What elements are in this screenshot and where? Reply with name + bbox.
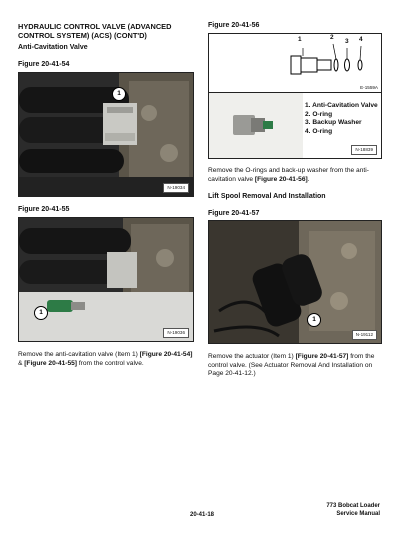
figure-55-callout-1: 1 xyxy=(34,306,48,320)
body-text: & xyxy=(18,359,25,367)
body-text: Remove the anti-cavitation valve (Item 1) xyxy=(18,351,140,358)
body-text: . xyxy=(307,175,310,183)
figure-label-55: Figure 20-41-55 xyxy=(18,206,70,213)
figure-57-callout-1: 1 xyxy=(307,313,321,327)
figure-reference-54: [Figure 20-41-54] xyxy=(139,351,193,358)
drawing-callout-2: 2 xyxy=(330,34,334,41)
figure-reference-55: [Figure 20-41-55] xyxy=(24,359,78,367)
legend-item-2: 2. O-ring xyxy=(305,110,333,118)
figure-57-image-id: N-19112 xyxy=(352,330,377,340)
body-text: Remove the actuator (Item 1) xyxy=(208,353,296,360)
body-text: Remove the O-rings and back-up washer from the anti-cavitation valve xyxy=(208,167,369,183)
figure-56-frame xyxy=(208,33,382,159)
footer-model-name: 773 Bobcat Loader xyxy=(326,503,380,509)
figure-label-54: Figure 20-41-54 xyxy=(18,61,70,68)
figure-reference-57: [Figure 20-41-57] xyxy=(295,353,349,360)
footer-model xyxy=(326,502,380,518)
exploded-view-drawing xyxy=(209,34,381,92)
page-title xyxy=(18,22,198,40)
body-text: from the control valve. xyxy=(77,359,144,367)
drawing-id: E-1559A xyxy=(360,85,378,90)
figure-label-56: Figure 20-41-56 xyxy=(208,22,260,29)
figure-56-legend xyxy=(305,102,381,136)
page-title-line1: HYDRAULIC CONTROL VALVE (ADVANCED xyxy=(18,22,172,31)
legend-item-3: 3. Backup Washer xyxy=(305,119,362,127)
anti-cavitation-valve-photo xyxy=(209,93,303,158)
figure-57-photo xyxy=(208,220,382,344)
drawing-callout-3: 3 xyxy=(345,38,349,45)
legend-item-4: 4. O-ring xyxy=(305,127,333,135)
actuator-removal-text xyxy=(208,353,382,379)
figure-56-photo-id: N-18839 xyxy=(351,145,377,155)
figure-54-image-id: N-19034 xyxy=(163,183,189,193)
drawing-callout-1: 1 xyxy=(298,36,302,43)
figure-54-callout-1: 1 xyxy=(112,87,126,101)
o-ring-removal-text xyxy=(208,167,382,184)
page-number: 20-41-18 xyxy=(190,512,215,518)
drawing-callout-4: 4 xyxy=(359,36,363,43)
body-text: from the control valve. (See Actuator Removal And Installation on Page 20-41-12.) xyxy=(208,353,375,378)
figure-54-image xyxy=(19,73,193,196)
section-title-anti-cavitation: Anti-Cavitation Valve xyxy=(18,44,88,51)
figure-reference-56: [Figure 20-41-56] xyxy=(254,175,308,183)
figure-55-photo xyxy=(18,217,194,342)
figure-56-photo xyxy=(209,93,303,158)
footer-manual-name: Service Manual xyxy=(336,511,380,517)
section-title-lift-spool: Lift Spool Removal And Installation xyxy=(208,193,326,200)
anti-cavitation-removal-text xyxy=(18,351,194,368)
figure-label-57: Figure 20-41-57 xyxy=(208,210,260,217)
legend-item-1: 1. Anti-Cavitation Valve xyxy=(305,102,378,109)
figure-56-drawing xyxy=(209,34,381,93)
page-title-line2: CONTROL SYSTEM) (ACS) (CONT'D) xyxy=(18,31,147,40)
figure-54-photo xyxy=(18,72,194,197)
figure-55-image xyxy=(19,218,193,341)
figure-57-image xyxy=(209,221,381,343)
figure-55-image-id: N-19036 xyxy=(163,328,189,338)
